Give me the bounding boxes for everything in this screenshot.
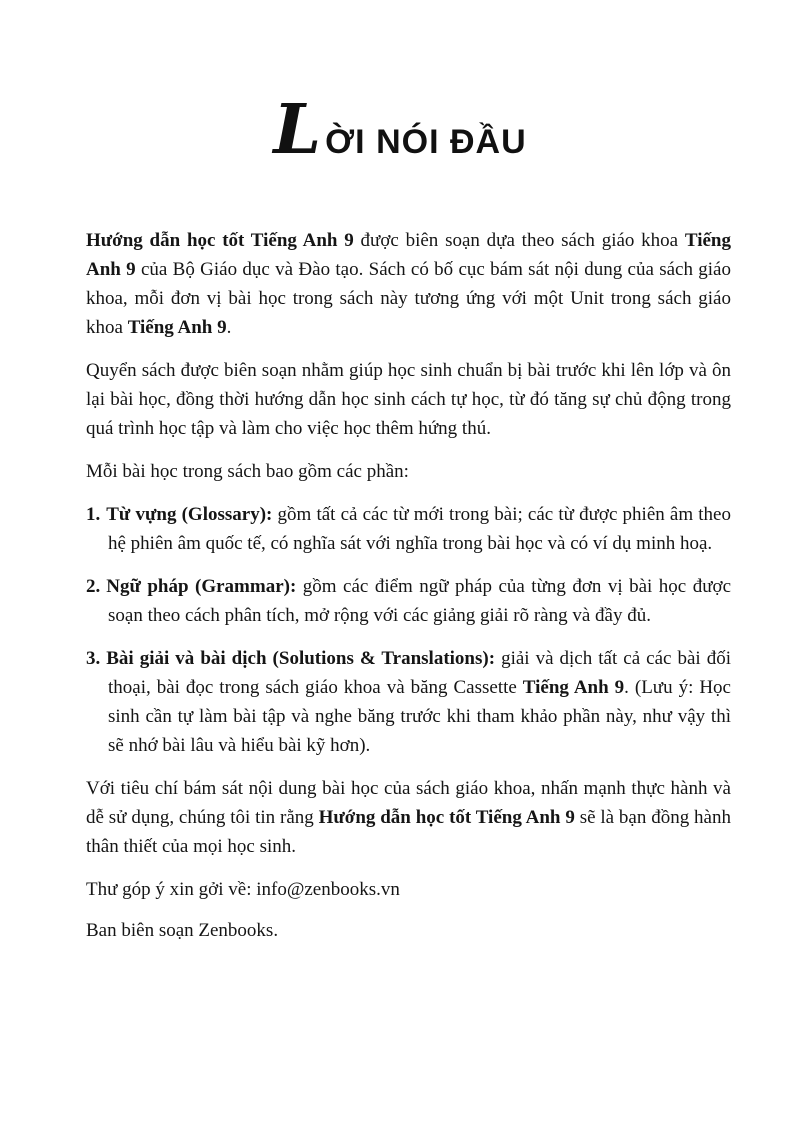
list-item-heading: Bài giải và bài dịch (Solutions & Translations): xyxy=(106,648,496,669)
closing-paragraph xyxy=(86,774,731,861)
closing-text-2: sẽ là bạn đồng hành thân thiết của mọi học sinh. xyxy=(86,807,731,857)
intro-paragraph xyxy=(86,226,731,342)
intro-book-name-2: Tiếng Anh 9 xyxy=(86,230,731,280)
intro-text-3: . xyxy=(226,317,232,338)
intro-book-name-3: Tiếng Anh 9 xyxy=(127,317,227,338)
list-item-text-end: . (Lưu ý: Học sinh cần tự làm bài tập và nghe băng trước khi tham khảo phần này, như vậy thì sẽ nhớ bài lâu và hiểu bài kỹ hơn). xyxy=(108,677,731,756)
list-item-number: 1. xyxy=(86,504,101,525)
list-item xyxy=(86,572,731,630)
list-item-text: gồm tất cả các từ mới trong bài; các từ được phiên âm theo hệ phiên âm quốc tế, có nghĩa sát với nghĩa trong bài học và có ví dụ minh hoạ. xyxy=(108,504,731,554)
page-title xyxy=(0,90,800,170)
signature-line: Ban biên soạn Zenbooks. xyxy=(86,920,279,941)
list-item-heading: Ngữ pháp (Grammar): xyxy=(106,576,297,597)
title-decorative-initial: L xyxy=(273,90,322,170)
sections-list xyxy=(86,500,731,760)
list-intro: Mỗi bài học trong sách bao gồm các phần: xyxy=(86,461,409,482)
title-text: ỜI NÓI ĐẦU xyxy=(325,123,527,161)
list-item-number: 2. xyxy=(86,576,101,597)
intro-book-name: Hướng dẫn học tốt Tiếng Anh 9 xyxy=(86,230,354,251)
closing-text-1: Với tiêu chí bám sát nội dung bài học của sách giáo khoa, nhấn mạnh thực hành và dễ sử dụng, chúng tôi tin rằng xyxy=(86,778,731,828)
contact-line: Thư góp ý xin gởi về: info@zenbooks.vn xyxy=(86,879,400,900)
list-item-text: gồm các điểm ngữ pháp của từng đơn vị bài học được soạn theo cách phân tích, mở rộng với các giảng giải rõ ràng và đầy đủ. xyxy=(108,576,731,626)
intro-text-1: được biên soạn dựa theo sách giáo khoa xyxy=(353,230,685,251)
purpose-paragraph: Quyển sách được biên soạn nhằm giúp học sinh chuẩn bị bài trước khi lên lớp và ôn lại bài học, đồng thời hướng dẫn học sinh cách tự học, từ đó tăng sự chủ động trong quá trình học tập và làm cho việc học thêm hứng thú. xyxy=(86,360,731,439)
list-item-heading: Từ vựng (Glossary): xyxy=(106,504,273,525)
list-item xyxy=(86,644,731,760)
intro-text-2: của Bộ Giáo dục và Đào tạo. Sách có bố cục bám sát nội dung của sách giáo khoa, mỗi đơn vị bài học trong sách này tương ứng với một Unit trong sách giáo khoa xyxy=(86,259,731,338)
list-item xyxy=(86,500,731,558)
list-item-number: 3. xyxy=(86,648,101,669)
closing-book-name: Hướng dẫn học tốt Tiếng Anh 9 xyxy=(318,807,575,828)
list-item-text: giải và dịch tất cả các bài đối thoại, bài đọc trong sách giáo khoa và băng Cassette xyxy=(108,648,731,698)
document-body xyxy=(86,226,731,957)
list-item-bold-book-name: Tiếng Anh 9 xyxy=(522,677,625,698)
